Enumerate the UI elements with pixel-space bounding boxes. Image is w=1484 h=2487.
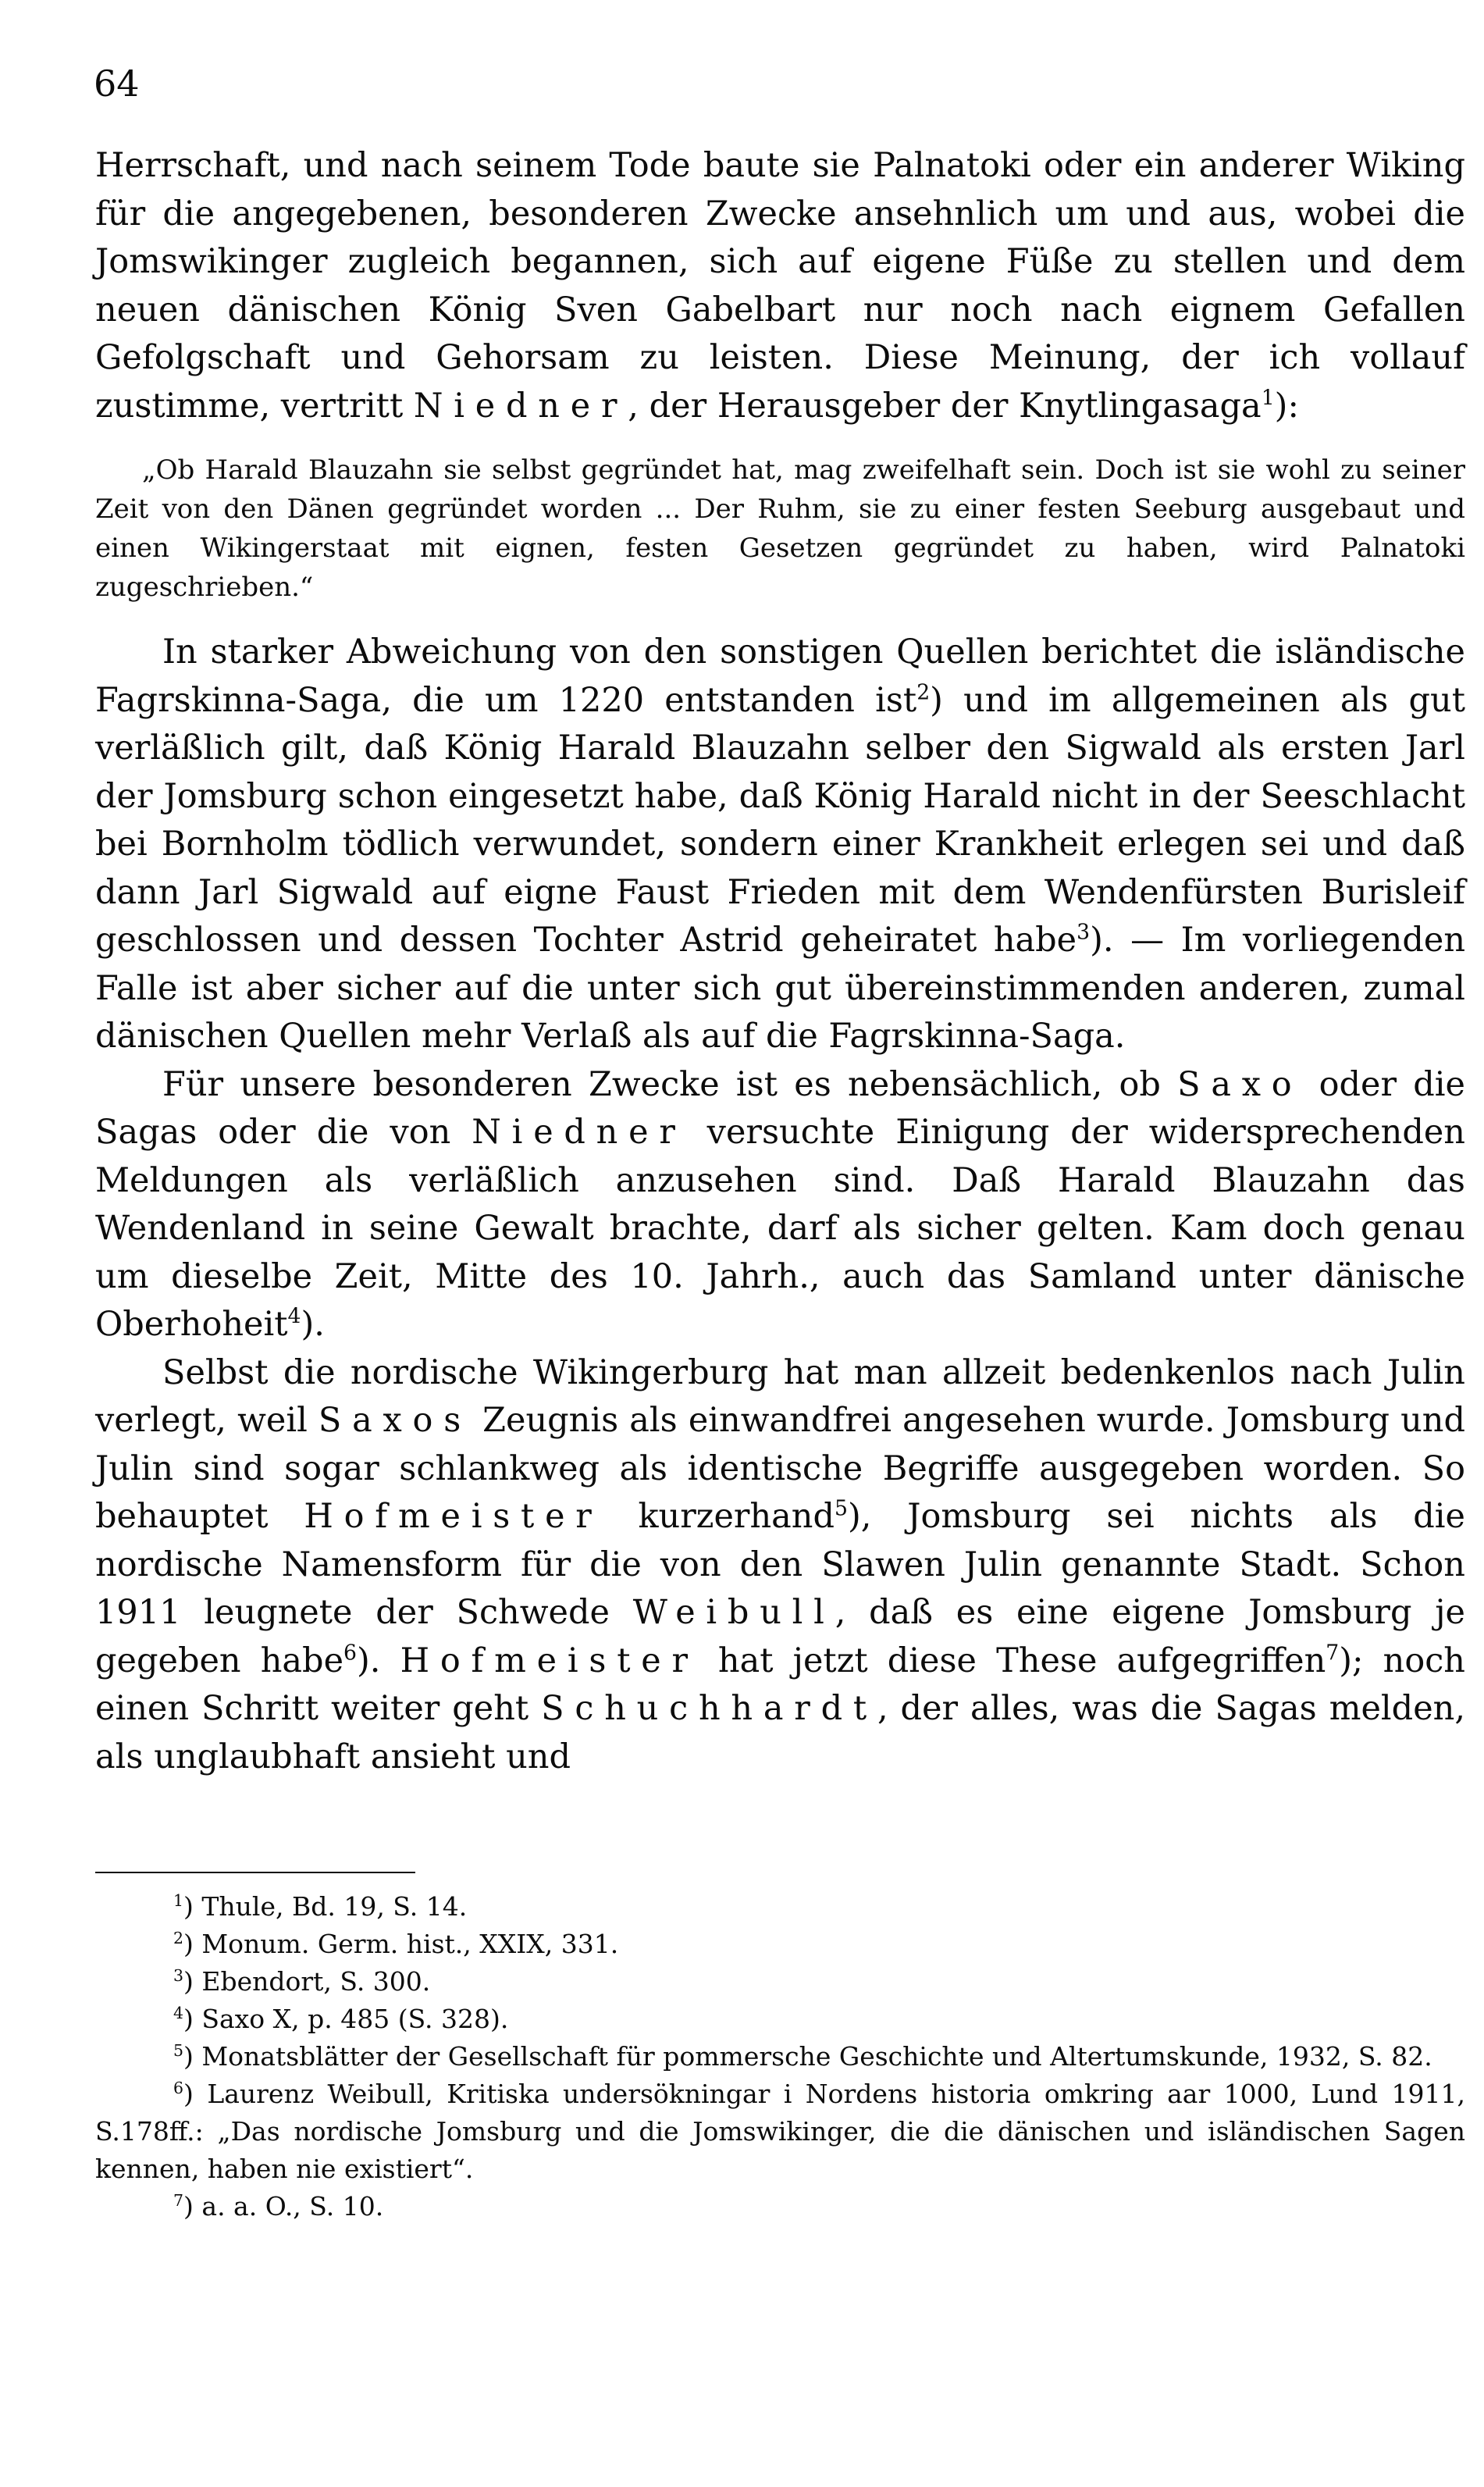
footnote-text: Monatsblätter der Gesellschaft für pommersche Geschichte und Altertumskunde, 1932, S. 82. (201, 2041, 1432, 2072)
footnote-marker: 2 (916, 680, 931, 705)
footnote-text: Ebendort, S. 300. (201, 1966, 431, 1997)
spaced-name: Saxos (318, 1401, 472, 1440)
footnote-item: $^5$) Monatsblätter der Gesellschaft für pommersche Geschichte und Altertumskunde, 1932, S. 82. (173, 2041, 1432, 2072)
text-run: ): (1274, 386, 1299, 426)
text-run: ); noch einen Schritt weiter geht (95, 1641, 1465, 1728)
footnote-mark: 7 (173, 2191, 184, 2210)
text-run: ), Jomsburg sei nichts als die nordische Namensform für die von den Slawen Julin genannte Stadt. Schon 1911 leugnete der Schwede (95, 1497, 1465, 1632)
text-run: Für unsere besonderen Zwecke ist es nebensächlich, ob (162, 1064, 1178, 1104)
footnote-separator (95, 1872, 415, 1873)
footnote-marker: 7 (1326, 1641, 1340, 1666)
text-run: , daß es eine eigene Jomsburg je gegeben habe (95, 1593, 1466, 1680)
page-number: 64 (94, 62, 140, 105)
text-run: oder die Sagas oder die von (95, 1064, 1465, 1152)
paragraph (95, 629, 1465, 1061)
spaced-name: Saxo (1177, 1064, 1303, 1104)
footnote-marker: 4 (287, 1304, 301, 1329)
footnote-mark: 4 (173, 2004, 184, 2022)
spaced-name: Schuchhardt (541, 1689, 877, 1728)
paragraph (95, 1349, 1465, 1782)
footnote-item: $^3$) Ebendort, S. 300. (173, 1966, 431, 1997)
text-run: ). (301, 1305, 325, 1344)
text-run: „Ob Harald Blauzahn sie selbst gegründet hat, mag zweifelhaft sein. Doch ist sie wohl zu seiner Zeit von den Dänen gegründet worden ... Der Ruhm, sie zu einer festen Seeburg ausgebaut und einen Wikingerstaat mit eignen, festen Gesetzen gegründet zu haben, wird Palnatoki zugeschrieben.“ (95, 454, 1465, 603)
footnote-mark: 5 (173, 2041, 184, 2060)
footnote-item: $^4$) Saxo X, p. 485 (S. 328). (173, 2004, 509, 2034)
footnote-mark: 3 (173, 1966, 184, 1985)
text-run: , der Herausgeber der Knytlingasaga (628, 386, 1262, 426)
text-run: ) und im allgemeinen als gut verläßlich gilt, daß König Harald Blauzahn selber den Sigwald als ersten Jarl der Jomsburg schon eingesetzt habe, daß König Harald nicht in der Seeschlacht bei Bornholm tödlich verwundet, sondern einer Krankheit erlegen sei und daß dann Jarl Sigwald auf eigne Faust Frieden mit dem Wendenfürsten Burisleif geschlossen und dessen Tochter Astrid geheiratet habe (95, 680, 1465, 960)
text-run: , der alles, was die Sagas melden, als unglaubhaft ansieht und (95, 1689, 1466, 1776)
footnote-marker: 5 (835, 1496, 848, 1521)
footnote-marker: 3 (1077, 920, 1091, 945)
footnote-mark: 2 (173, 1929, 184, 1947)
text-run: ). (357, 1641, 400, 1680)
footnote-marker: 6 (343, 1641, 357, 1666)
footnote-mark: 6 (173, 2079, 184, 2097)
spaced-name: Niedner (413, 386, 628, 426)
footnote-text: Saxo X, p. 485 (S. 328). (201, 2004, 509, 2034)
footnotes (95, 1888, 1465, 2225)
spaced-name: Hofmeister (304, 1497, 603, 1536)
footnote-mark: 1 (173, 1891, 184, 1910)
footnote-text: Thule, Bd. 19, S. 14. (201, 1891, 468, 1922)
paragraph (95, 1061, 1465, 1349)
footnote-text: a. a. O., S. 10. (201, 2191, 384, 2222)
footnote-item: $^7$) a. a. O., S. 10. (173, 2191, 384, 2222)
spaced-name: Hofmeister (400, 1641, 699, 1680)
text-run: hat jetzt diese These aufgegriffen (698, 1641, 1326, 1680)
text-run: In starker Abweichung von den sonstigen Quellen berichtet die isländische Fagrskinna-Saga, die um 1220 entstanden ist (95, 632, 1465, 720)
text-run: kurzerhand (602, 1497, 835, 1536)
spaced-name: Niedner (472, 1113, 686, 1152)
text-run: Zeugnis als einwandfrei angesehen wurde. Jomsburg und Julin sind sogar schlankweg als identische Begriffe ausgegeben worden. So behauptet (95, 1401, 1465, 1536)
paragraph (95, 142, 1465, 430)
text-run: Selbst die nordische Wikingerburg hat man allzeit bedenkenlos nach Julin verlegt, weil (95, 1352, 1465, 1440)
footnote-text: Laurenz Weibull, Kritiska undersökningar i Nordens historia omkring aar 1000, Lund 1911, S.178ff.: „Das nordische Jomsburg und die Jomswikinger, die die dänischen und isländischen Sagen kennen, haben nie existiert“. (95, 2079, 1465, 2184)
footnote-item: $^1$) Thule, Bd. 19, S. 14. (173, 1891, 468, 1922)
text-run: Herrschaft, und nach seinem Tode baute sie Palnatoki oder ein anderer Wiking für die angegebenen, besonderen Zwecke ansehnlich um und aus, wobei die Jomswikinger zugleich begannen, sich auf eigene Füße zu stellen und dem neuen dänischen König Sven Gabelbart nur noch nach eignem Gefallen Gefolgschaft und Gehorsam zu leisten. Diese Meinung, der ich vollauf zustimme, vertritt (95, 146, 1465, 426)
text-run: ). — Im vorliegenden Falle ist aber sicher auf die unter sich gut übereinstimmenden anderen, zumal dänischen Quellen mehr Verlaß als auf die Fagrskinna-Saga. (95, 921, 1466, 1056)
text-run: versuchte Einigung der widersprechenden Meldungen als verläßlich anzusehen sind. Daß Harald Blauzahn das Wendenland in seine Gewalt brachte, darf als sicher gelten. Kam doch genau um dieselbe Zeit, Mitte des 10. Jahrh., auch das Samland unter dänische Oberhoheit (95, 1113, 1466, 1344)
footnote-item: $^6$) Laurenz Weibull, Kritiska undersökningar i Nordens historia omkring aar 1000, Lund 1911, S.178ff.: „Das nordische Jomsburg und die Jomswikinger, die die dänischen und isländischen Sagen kennen, haben nie existiert“. (95, 2079, 1465, 2184)
block-quote (95, 451, 1465, 607)
footnote-text: Monum. Germ. hist., XXIX, 331. (201, 1929, 619, 1959)
footnote-marker: 1 (1261, 386, 1275, 411)
body-text (95, 142, 1465, 1781)
spaced-name: Weibull (632, 1593, 835, 1632)
footnote-item: $^2$) Monum. Germ. hist., XXIX, 331. (173, 1929, 619, 1959)
